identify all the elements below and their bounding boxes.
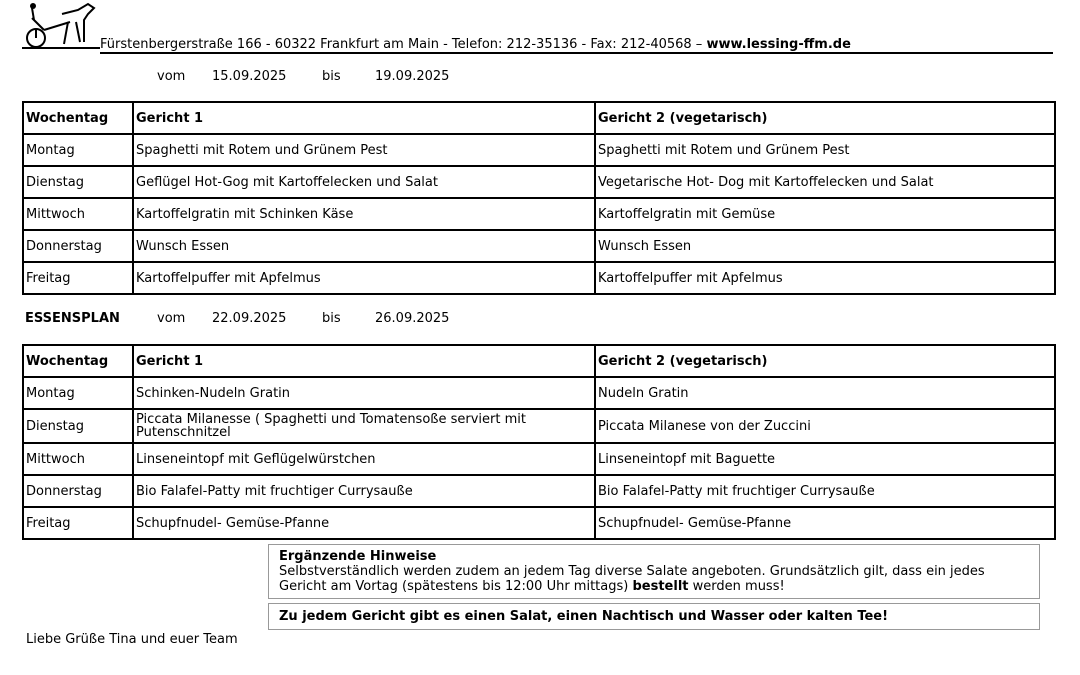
dish-1-cell: Schinken-Nudeln Gratin	[133, 377, 595, 409]
weekday-cell: Dienstag	[23, 166, 133, 198]
dish-2-cell: Spaghetti mit Rotem und Grünem Pest	[595, 134, 1055, 166]
school-contact-line	[100, 37, 1056, 53]
weekday-cell: Mittwoch	[23, 198, 133, 230]
period-week-1	[22, 68, 722, 86]
bis-label: bis	[322, 311, 341, 326]
dish-2-cell: Kartoffelgratin mit Gemüse	[595, 198, 1055, 230]
weekday-cell: Freitag	[23, 507, 133, 539]
weekday-cell: Dienstag	[23, 409, 133, 443]
dish-1-cell: Schupfnudel- Gemüse-Pfanne	[133, 507, 595, 539]
dish-1-cell: Geflügel Hot-Gog mit Kartoffelecken und Salat	[133, 166, 595, 198]
header-divider	[100, 52, 1053, 54]
header-dish-2: Gericht 2 (vegetarisch)	[595, 345, 1055, 377]
dish-2-cell: Schupfnudel- Gemüse-Pfanne	[595, 507, 1055, 539]
weekday-cell: Donnerstag	[23, 230, 133, 262]
menu-table-week-2	[22, 344, 1056, 540]
header-dish-1: Gericht 1	[133, 102, 595, 134]
menu-table-week-1	[22, 101, 1056, 295]
header-weekday: Wochentag	[23, 345, 133, 377]
header-dish-2: Gericht 2 (vegetarisch)	[595, 102, 1055, 134]
dish-2-cell: Wunsch Essen	[595, 230, 1055, 262]
table-row	[23, 198, 1055, 230]
date-from: 22.09.2025	[212, 311, 287, 326]
header-weekday: Wochentag	[23, 102, 133, 134]
horse-carriage-logo	[22, 0, 100, 50]
dish-2-cell: Linseneintopf mit Baguette	[595, 443, 1055, 475]
weekday-cell: Mittwoch	[23, 443, 133, 475]
table-row	[23, 166, 1055, 198]
dish-1-cell: Kartoffelpuffer mit Apfelmus	[133, 262, 595, 294]
notes-text-before: Selbstverständlich werden zudem an jedem Tag diverse Salate angeboten. Grundsätzlich gilt, dass ein jedes Gericht am Vortag (spätestens bis 12:00 Uhr mittags)	[279, 564, 985, 594]
weekday-cell: Montag	[23, 134, 133, 166]
table-row	[23, 134, 1055, 166]
plan-label: ESSENSPLAN	[25, 311, 120, 326]
weekday-cell: Donnerstag	[23, 475, 133, 507]
notes-text-bold: bestellt	[632, 579, 689, 594]
vom-label: vom	[157, 311, 186, 326]
table-row	[23, 507, 1055, 539]
date-from: 15.09.2025	[212, 69, 287, 84]
signoff-text: Liebe Grüße Tina und euer Team	[26, 632, 238, 647]
notes-text	[279, 564, 1029, 594]
notes-box	[268, 544, 1040, 599]
weekday-cell: Montag	[23, 377, 133, 409]
bis-label: bis	[322, 69, 341, 84]
weekday-cell: Freitag	[23, 262, 133, 294]
table-header-row	[23, 102, 1055, 134]
period-week-2	[22, 310, 722, 328]
table-row	[23, 377, 1055, 409]
website-link[interactable]: www.lessing-ffm.de	[706, 37, 851, 52]
table-row	[23, 262, 1055, 294]
dish-1-cell: Bio Falafel-Patty mit fruchtiger Currysauße	[133, 475, 595, 507]
table-row	[23, 475, 1055, 507]
date-to: 19.09.2025	[375, 69, 450, 84]
table-row	[23, 409, 1055, 443]
notes-title: Ergänzende Hinweise	[279, 549, 437, 564]
dish-1-cell: Piccata Milanesse ( Spaghetti und Tomatensoße serviert mit Putenschnitzel	[133, 409, 595, 443]
date-to: 26.09.2025	[375, 311, 450, 326]
dish-2-cell: Kartoffelpuffer mit Apfelmus	[595, 262, 1055, 294]
vom-label: vom	[157, 69, 186, 84]
dish-1-cell: Spaghetti mit Rotem und Grünem Pest	[133, 134, 595, 166]
table-row	[23, 230, 1055, 262]
dish-1-cell: Linseneintopf mit Geflügelwürstchen	[133, 443, 595, 475]
dish-2-cell: Piccata Milanese von der Zuccini	[595, 409, 1055, 443]
dish-2-cell: Nudeln Gratin	[595, 377, 1055, 409]
table-header-row	[23, 345, 1055, 377]
dish-2-cell: Bio Falafel-Patty mit fruchtiger Currysauße	[595, 475, 1055, 507]
notice-box: Zu jedem Gericht gibt es einen Salat, einen Nachtisch und Wasser oder kalten Tee!	[268, 603, 1040, 630]
notes-text-after: werden muss!	[692, 579, 785, 594]
table-row	[23, 443, 1055, 475]
dish-1-cell: Kartoffelgratin mit Schinken Käse	[133, 198, 595, 230]
header-dish-1: Gericht 1	[133, 345, 595, 377]
address-text: Fürstenbergerstraße 166 - 60322 Frankfurt am Main - Telefon: 212-35136 - Fax: 212-40568 –	[100, 37, 703, 52]
dish-2-cell: Vegetarische Hot- Dog mit Kartoffelecken und Salat	[595, 166, 1055, 198]
dish-1-cell: Wunsch Essen	[133, 230, 595, 262]
